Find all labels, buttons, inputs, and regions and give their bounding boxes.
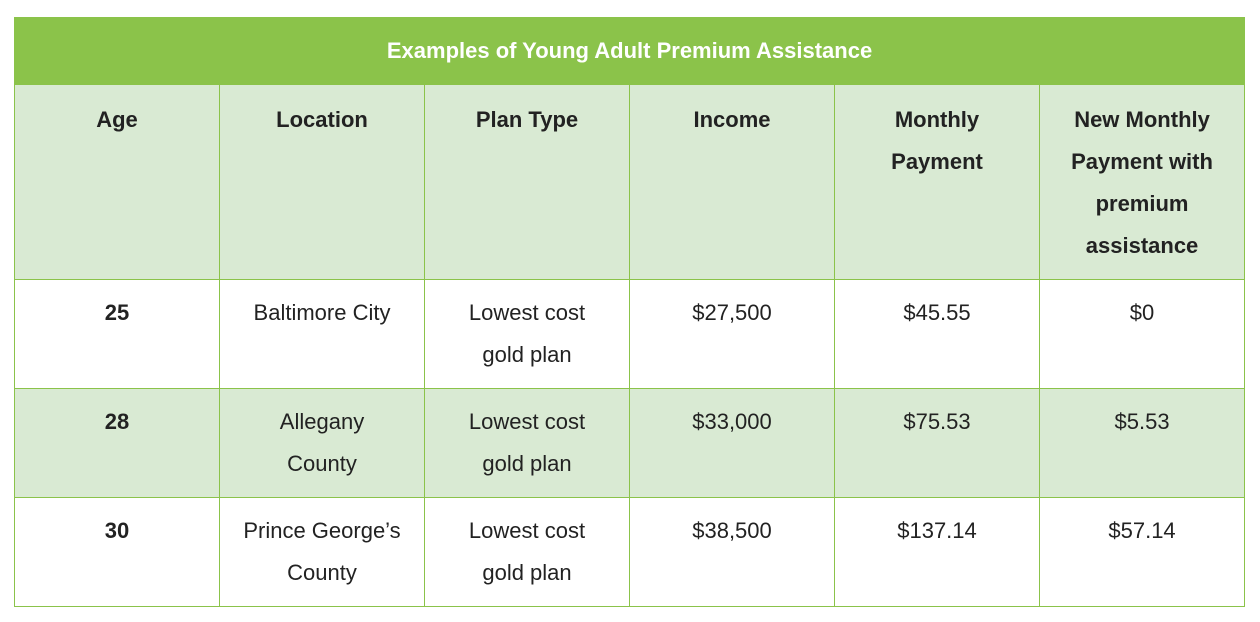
table-row bbox=[15, 280, 1245, 389]
cell-monthly-payment: $45.55 bbox=[835, 280, 1040, 389]
premium-assistance-table bbox=[14, 17, 1245, 607]
header-new-monthly-payment: New Monthly Payment with premium assistance bbox=[1040, 85, 1245, 280]
cell-plan-type: Lowest cost gold plan bbox=[425, 498, 630, 607]
cell-income: $38,500 bbox=[630, 498, 835, 607]
header-income: Income bbox=[630, 85, 835, 280]
cell-location: Prince George’s County bbox=[220, 498, 425, 607]
cell-new-monthly-payment: $0 bbox=[1040, 280, 1245, 389]
table-row bbox=[15, 389, 1245, 498]
cell-age: 28 bbox=[15, 389, 220, 498]
cell-monthly-payment: $75.53 bbox=[835, 389, 1040, 498]
cell-plan-type: Lowest cost gold plan bbox=[425, 280, 630, 389]
cell-plan-type: Lowest cost gold plan bbox=[425, 389, 630, 498]
cell-income: $27,500 bbox=[630, 280, 835, 389]
cell-monthly-payment: $137.14 bbox=[835, 498, 1040, 607]
cell-age: 30 bbox=[15, 498, 220, 607]
table-header-row bbox=[15, 85, 1245, 280]
header-monthly-payment: Monthly Payment bbox=[835, 85, 1040, 280]
premium-assistance-table-container bbox=[14, 17, 1244, 607]
table-title-row bbox=[15, 18, 1245, 85]
table-row bbox=[15, 498, 1245, 607]
cell-location: Baltimore City bbox=[220, 280, 425, 389]
header-age: Age bbox=[15, 85, 220, 280]
table-title: Examples of Young Adult Premium Assistance bbox=[15, 18, 1245, 85]
cell-age: 25 bbox=[15, 280, 220, 389]
cell-income: $33,000 bbox=[630, 389, 835, 498]
header-plan-type: Plan Type bbox=[425, 85, 630, 280]
header-location: Location bbox=[220, 85, 425, 280]
cell-location: Allegany County bbox=[220, 389, 425, 498]
cell-new-monthly-payment: $5.53 bbox=[1040, 389, 1245, 498]
cell-new-monthly-payment: $57.14 bbox=[1040, 498, 1245, 607]
